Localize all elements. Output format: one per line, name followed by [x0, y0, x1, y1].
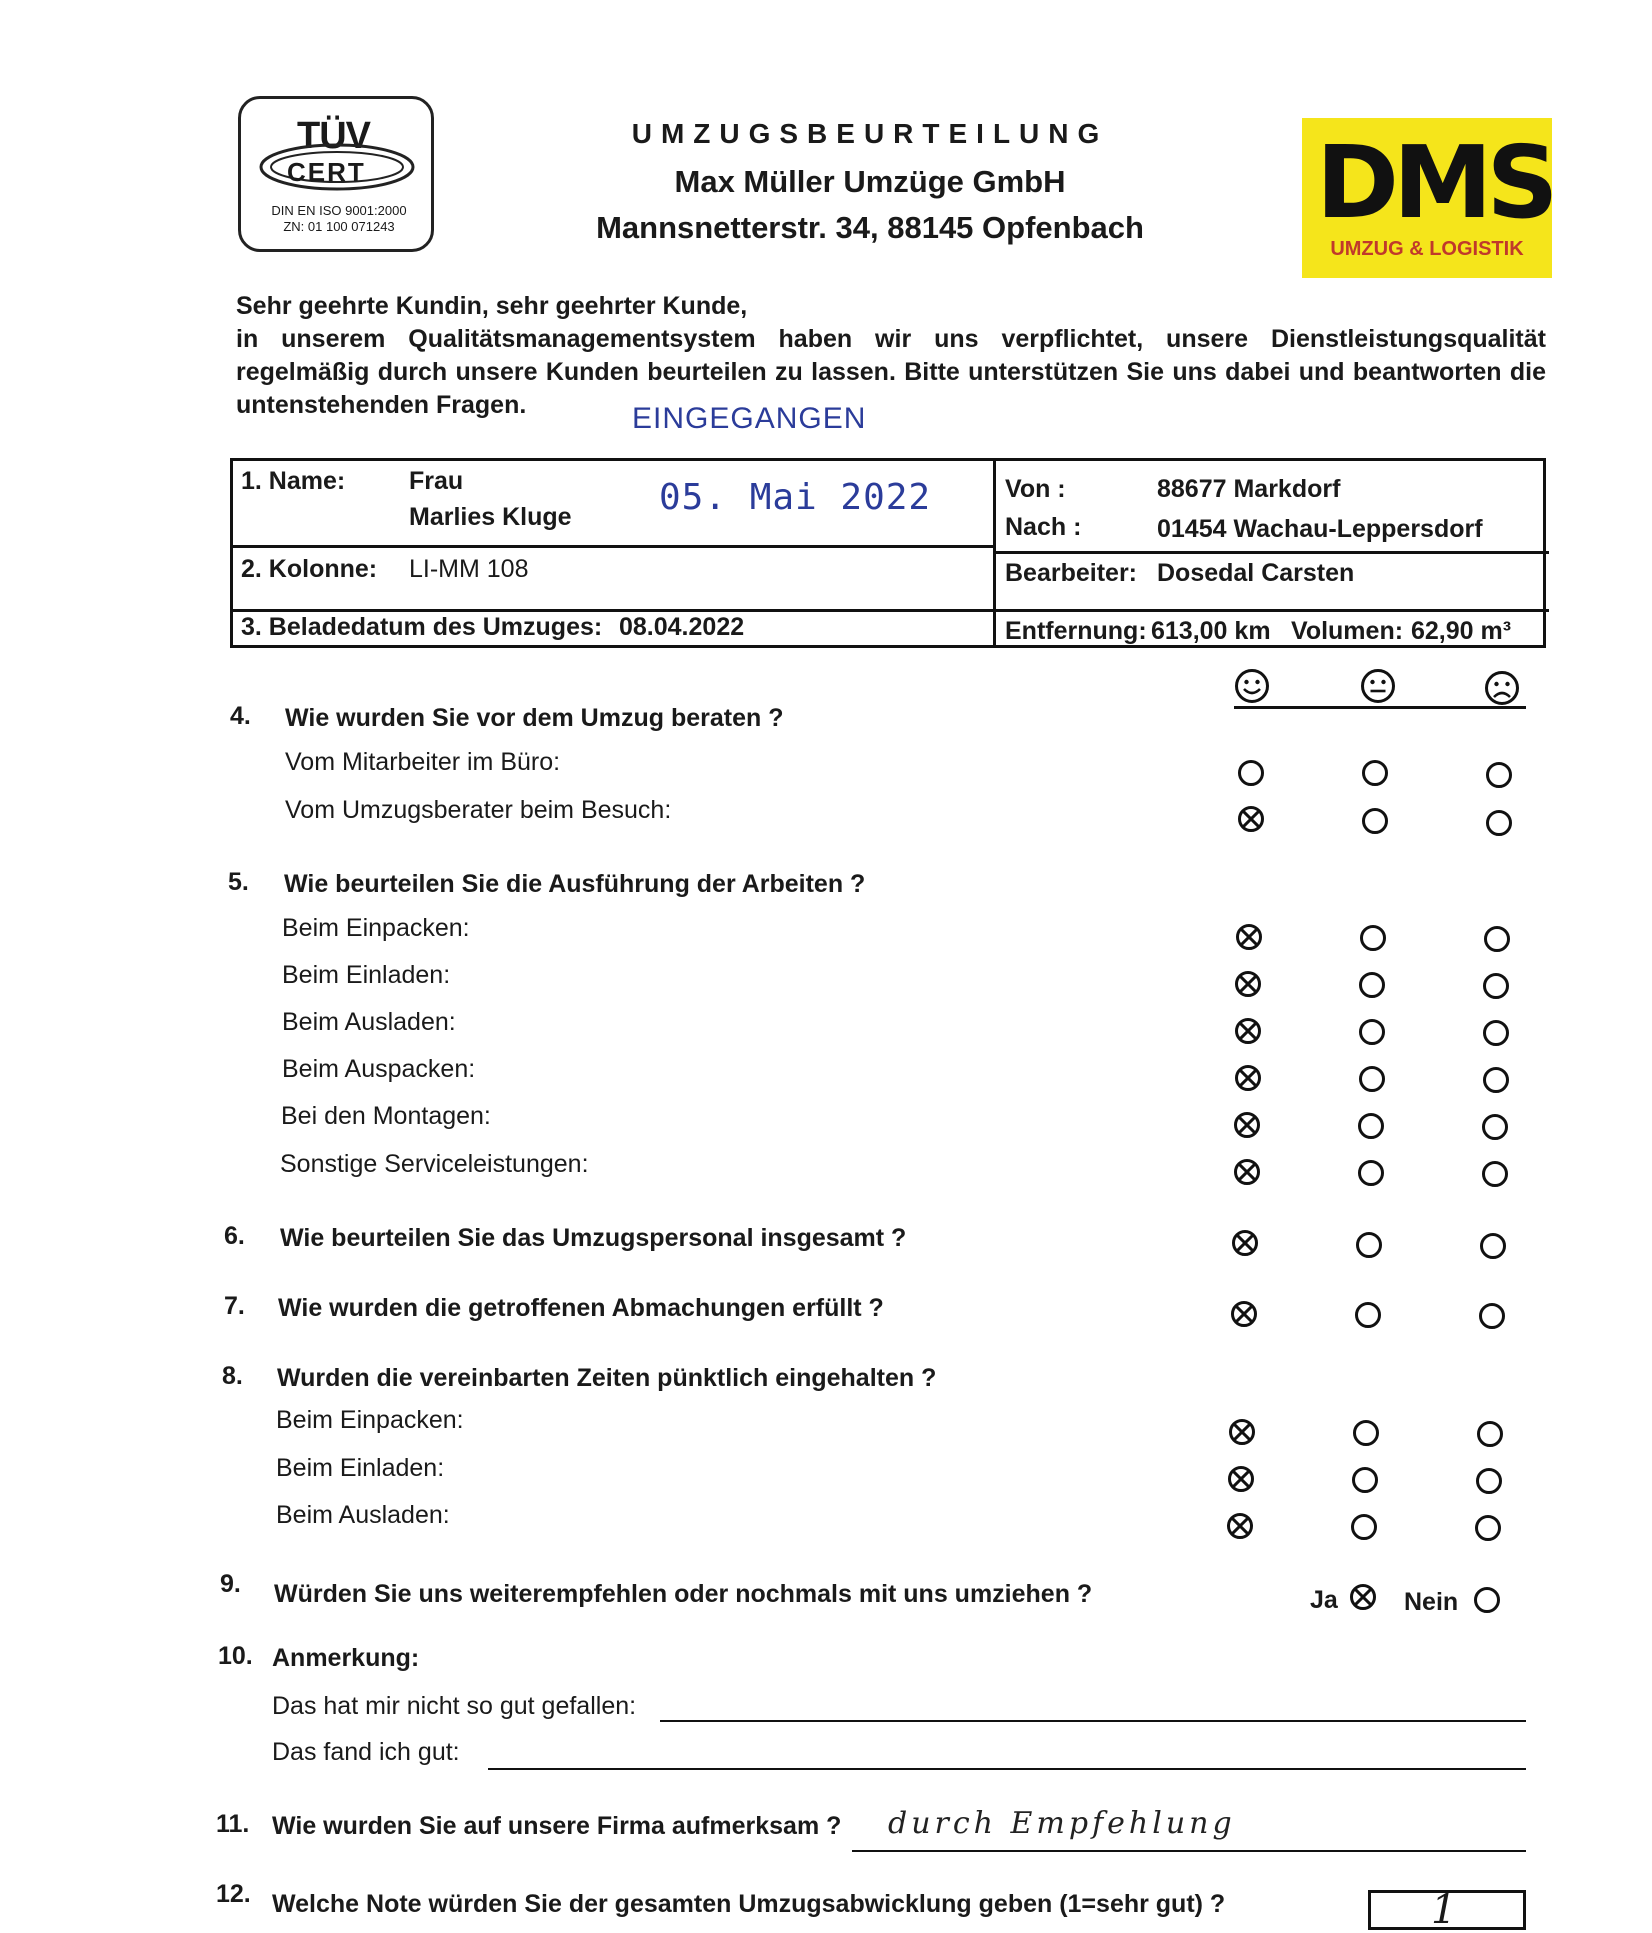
tuv-cert-logo — [238, 96, 434, 252]
q9-nein-radio[interactable] — [1474, 1587, 1500, 1613]
q5-2-rating-bad[interactable] — [1483, 973, 1509, 999]
dms-logo — [1302, 118, 1552, 278]
q8-3-rating-bad[interactable] — [1475, 1515, 1501, 1541]
q5-3-rating-bad[interactable] — [1483, 1020, 1509, 1046]
q8-2-rating-good[interactable] — [1228, 1466, 1254, 1492]
q5-2-rating-neutral[interactable] — [1359, 972, 1385, 998]
table-divider — [996, 551, 1549, 554]
q4-number: 4. — [230, 702, 251, 730]
q9-number: 9. — [220, 1570, 241, 1598]
q8-1-rating-bad[interactable] — [1477, 1421, 1503, 1447]
q4-item-2-label: Vom Umzugsberater beim Besuch: — [285, 796, 672, 824]
volumen-label: Volumen: — [1291, 617, 1404, 645]
q10-line1-input[interactable] — [660, 1720, 1526, 1722]
q6-text: Wie beurteilen Sie das Umzugspersonal insgesamt ? — [280, 1224, 907, 1252]
q6-rating-good[interactable] — [1232, 1230, 1258, 1256]
q8-3-rating-good[interactable] — [1227, 1513, 1253, 1539]
kolonne-label: 2. Kolonne: — [241, 555, 378, 583]
q8-number: 8. — [222, 1362, 243, 1390]
iso-line-1: DIN EN ISO 9001:2000 — [271, 203, 407, 218]
q10-line2-input[interactable] — [488, 1768, 1526, 1770]
iso-line-2: ZN: 01 100 071243 — [283, 219, 395, 234]
bearbeiter-value: Dosedal Carsten — [1157, 559, 1355, 587]
q11-answer-line[interactable] — [852, 1850, 1526, 1852]
q8-item-2-label: Beim Einladen: — [276, 1454, 445, 1482]
table-divider — [233, 609, 1549, 612]
volumen-value: 62,90 m³ — [1411, 617, 1512, 645]
smile-icon — [1234, 668, 1270, 704]
q7-rating-neutral[interactable] — [1355, 1302, 1381, 1328]
q5-1-rating-bad[interactable] — [1484, 926, 1510, 952]
q9-ja-label: Ja — [1310, 1586, 1338, 1614]
q5-3-rating-good[interactable] — [1235, 1018, 1261, 1044]
company-name: Max Müller Umzüge GmbH — [674, 164, 1066, 199]
q12-grade-value: 1 — [1431, 1887, 1457, 1933]
q7-text: Wie wurden die getroffenen Abmachungen erfüllt ? — [278, 1294, 884, 1322]
dms-logo-text: DMS — [1316, 124, 1553, 241]
q8-1-rating-good[interactable] — [1229, 1419, 1255, 1445]
q11-answer: durch Empfehlung — [888, 1806, 1236, 1841]
frown-icon — [1484, 670, 1520, 706]
q6-number: 6. — [224, 1222, 245, 1250]
q5-item-2-label: Beim Einladen: — [282, 961, 451, 989]
intro-text — [236, 290, 1546, 422]
q11-number: 11. — [216, 1810, 250, 1838]
q9-ja-radio[interactable] — [1350, 1584, 1376, 1610]
q5-6-rating-bad[interactable] — [1482, 1161, 1508, 1187]
q5-4-rating-good[interactable] — [1235, 1065, 1261, 1091]
von-label: Von : — [1005, 475, 1066, 503]
q4-1-rating-bad[interactable] — [1486, 762, 1512, 788]
move-info-table — [230, 458, 1546, 648]
q10-text: Anmerkung: — [272, 1644, 420, 1672]
kolonne-value: LI-MM 108 — [409, 555, 529, 583]
q5-text: Wie beurteilen Sie die Ausführung der Arbeiten ? — [284, 870, 866, 898]
q10-line2-label: Das fand ich gut: — [272, 1738, 460, 1766]
q4-1-rating-good[interactable] — [1238, 760, 1264, 786]
q6-rating-neutral[interactable] — [1356, 1232, 1382, 1258]
q5-6-rating-neutral[interactable] — [1358, 1160, 1384, 1186]
customer-name: Marlies Kluge — [409, 503, 572, 531]
q8-item-3-label: Beim Ausladen: — [276, 1501, 450, 1529]
q6-rating-bad[interactable] — [1480, 1233, 1506, 1259]
q5-item-5-label: Bei den Montagen: — [281, 1102, 491, 1130]
q10-number: 10. — [218, 1642, 253, 1670]
q8-2-rating-bad[interactable] — [1476, 1468, 1502, 1494]
beladedatum-value: 08.04.2022 — [619, 613, 745, 641]
von-value: 88677 Markdorf — [1157, 475, 1341, 503]
q5-5-rating-good[interactable] — [1234, 1112, 1260, 1138]
q4-1-rating-neutral[interactable] — [1362, 760, 1388, 786]
q8-1-rating-neutral[interactable] — [1353, 1420, 1379, 1446]
beladedatum-label: 3. Beladedatum des Umzuges: — [241, 613, 603, 641]
q8-text: Wurden die vereinbarten Zeiten pünktlich eingehalten ? — [277, 1364, 937, 1392]
iso-certificate-text — [251, 203, 427, 235]
q8-2-rating-neutral[interactable] — [1352, 1467, 1378, 1493]
q5-number: 5. — [228, 868, 249, 896]
q10-line1-label: Das hat mir nicht so gut gefallen: — [272, 1692, 637, 1720]
entfernung-label: Entfernung: — [1005, 617, 1147, 645]
q7-number: 7. — [224, 1292, 245, 1320]
q5-item-4-label: Beim Auspacken: — [282, 1055, 476, 1083]
salutation: Sehr geehrte Kundin, sehr geehrter Kunde, — [236, 292, 748, 320]
bearbeiter-label: Bearbeiter: — [1005, 559, 1137, 587]
q4-item-1-label: Vom Mitarbeiter im Büro: — [285, 748, 561, 776]
nach-value: 01454 Wachau-Leppersdorf — [1157, 515, 1483, 543]
q4-2-rating-good[interactable] — [1238, 806, 1264, 832]
tuv-logo-text: TÜV — [297, 115, 370, 157]
q9-text: Würden Sie uns weiterempfehlen oder nochmals mit uns umziehen ? — [274, 1580, 1093, 1608]
q5-item-1-label: Beim Einpacken: — [282, 914, 470, 942]
entfernung-value: 613,00 km — [1151, 617, 1271, 645]
document-title: UMZUGSBEURTEILUNG — [631, 118, 1109, 149]
name-title: Frau — [409, 467, 464, 495]
q5-item-6-label: Sonstige Serviceleistungen: — [280, 1150, 589, 1178]
q7-rating-bad[interactable] — [1479, 1303, 1505, 1329]
q5-3-rating-neutral[interactable] — [1359, 1019, 1385, 1045]
q4-2-rating-bad[interactable] — [1486, 810, 1512, 836]
q11-text: Wie wurden Sie auf unsere Firma aufmerksam ? — [272, 1812, 842, 1840]
received-stamp: EINGEGANGEN — [632, 402, 867, 435]
q5-4-rating-neutral[interactable] — [1359, 1066, 1385, 1092]
q5-1-rating-good[interactable] — [1236, 924, 1262, 950]
q8-3-rating-neutral[interactable] — [1351, 1514, 1377, 1540]
q4-text: Wie wurden Sie vor dem Umzug beraten ? — [285, 704, 784, 732]
cert-logo-text: CERT — [287, 157, 366, 187]
table-divider — [233, 545, 993, 548]
q12-text: Welche Note würden Sie der gesamten Umzugsabwicklung geben (1=sehr gut) ? — [272, 1890, 1226, 1918]
q12-grade-box[interactable] — [1368, 1887, 1526, 1933]
neutral-icon — [1360, 668, 1396, 704]
received-date-stamp: 05. Mai 2022 — [659, 477, 932, 518]
q12-number: 12. — [216, 1880, 251, 1908]
q7-rating-good[interactable] — [1231, 1301, 1257, 1327]
q5-5-rating-neutral[interactable] — [1358, 1113, 1384, 1139]
q5-2-rating-good[interactable] — [1235, 971, 1261, 997]
intro-body: in unserem Qualitätsmanagementsystem haben wir uns verpflichtet, unsere Dienstleistungsqualität regelmäßig durch unsere Kunden beurteilen zu lassen. Bitte unterstützen Sie uns dabei und beantworten die untenstehenden Fragen. — [236, 325, 1546, 419]
company-address: Mannsnetterstr. 34, 88145 Opfenbach — [596, 210, 1144, 245]
q8-item-1-label: Beim Einpacken: — [276, 1406, 464, 1434]
q5-6-rating-good[interactable] — [1234, 1159, 1260, 1185]
dms-logo-subtitle: UMZUG & LOGISTIK — [1330, 238, 1524, 260]
nach-label: Nach : — [1005, 513, 1082, 541]
q9-nein-label: Nein — [1404, 1588, 1459, 1616]
q5-4-rating-bad[interactable] — [1483, 1067, 1509, 1093]
q5-1-rating-neutral[interactable] — [1360, 925, 1386, 951]
rating-header-underline — [1234, 706, 1526, 709]
q5-5-rating-bad[interactable] — [1482, 1114, 1508, 1140]
q4-2-rating-neutral[interactable] — [1362, 808, 1388, 834]
q5-item-3-label: Beim Ausladen: — [282, 1008, 456, 1036]
name-label: 1. Name: — [241, 467, 346, 495]
